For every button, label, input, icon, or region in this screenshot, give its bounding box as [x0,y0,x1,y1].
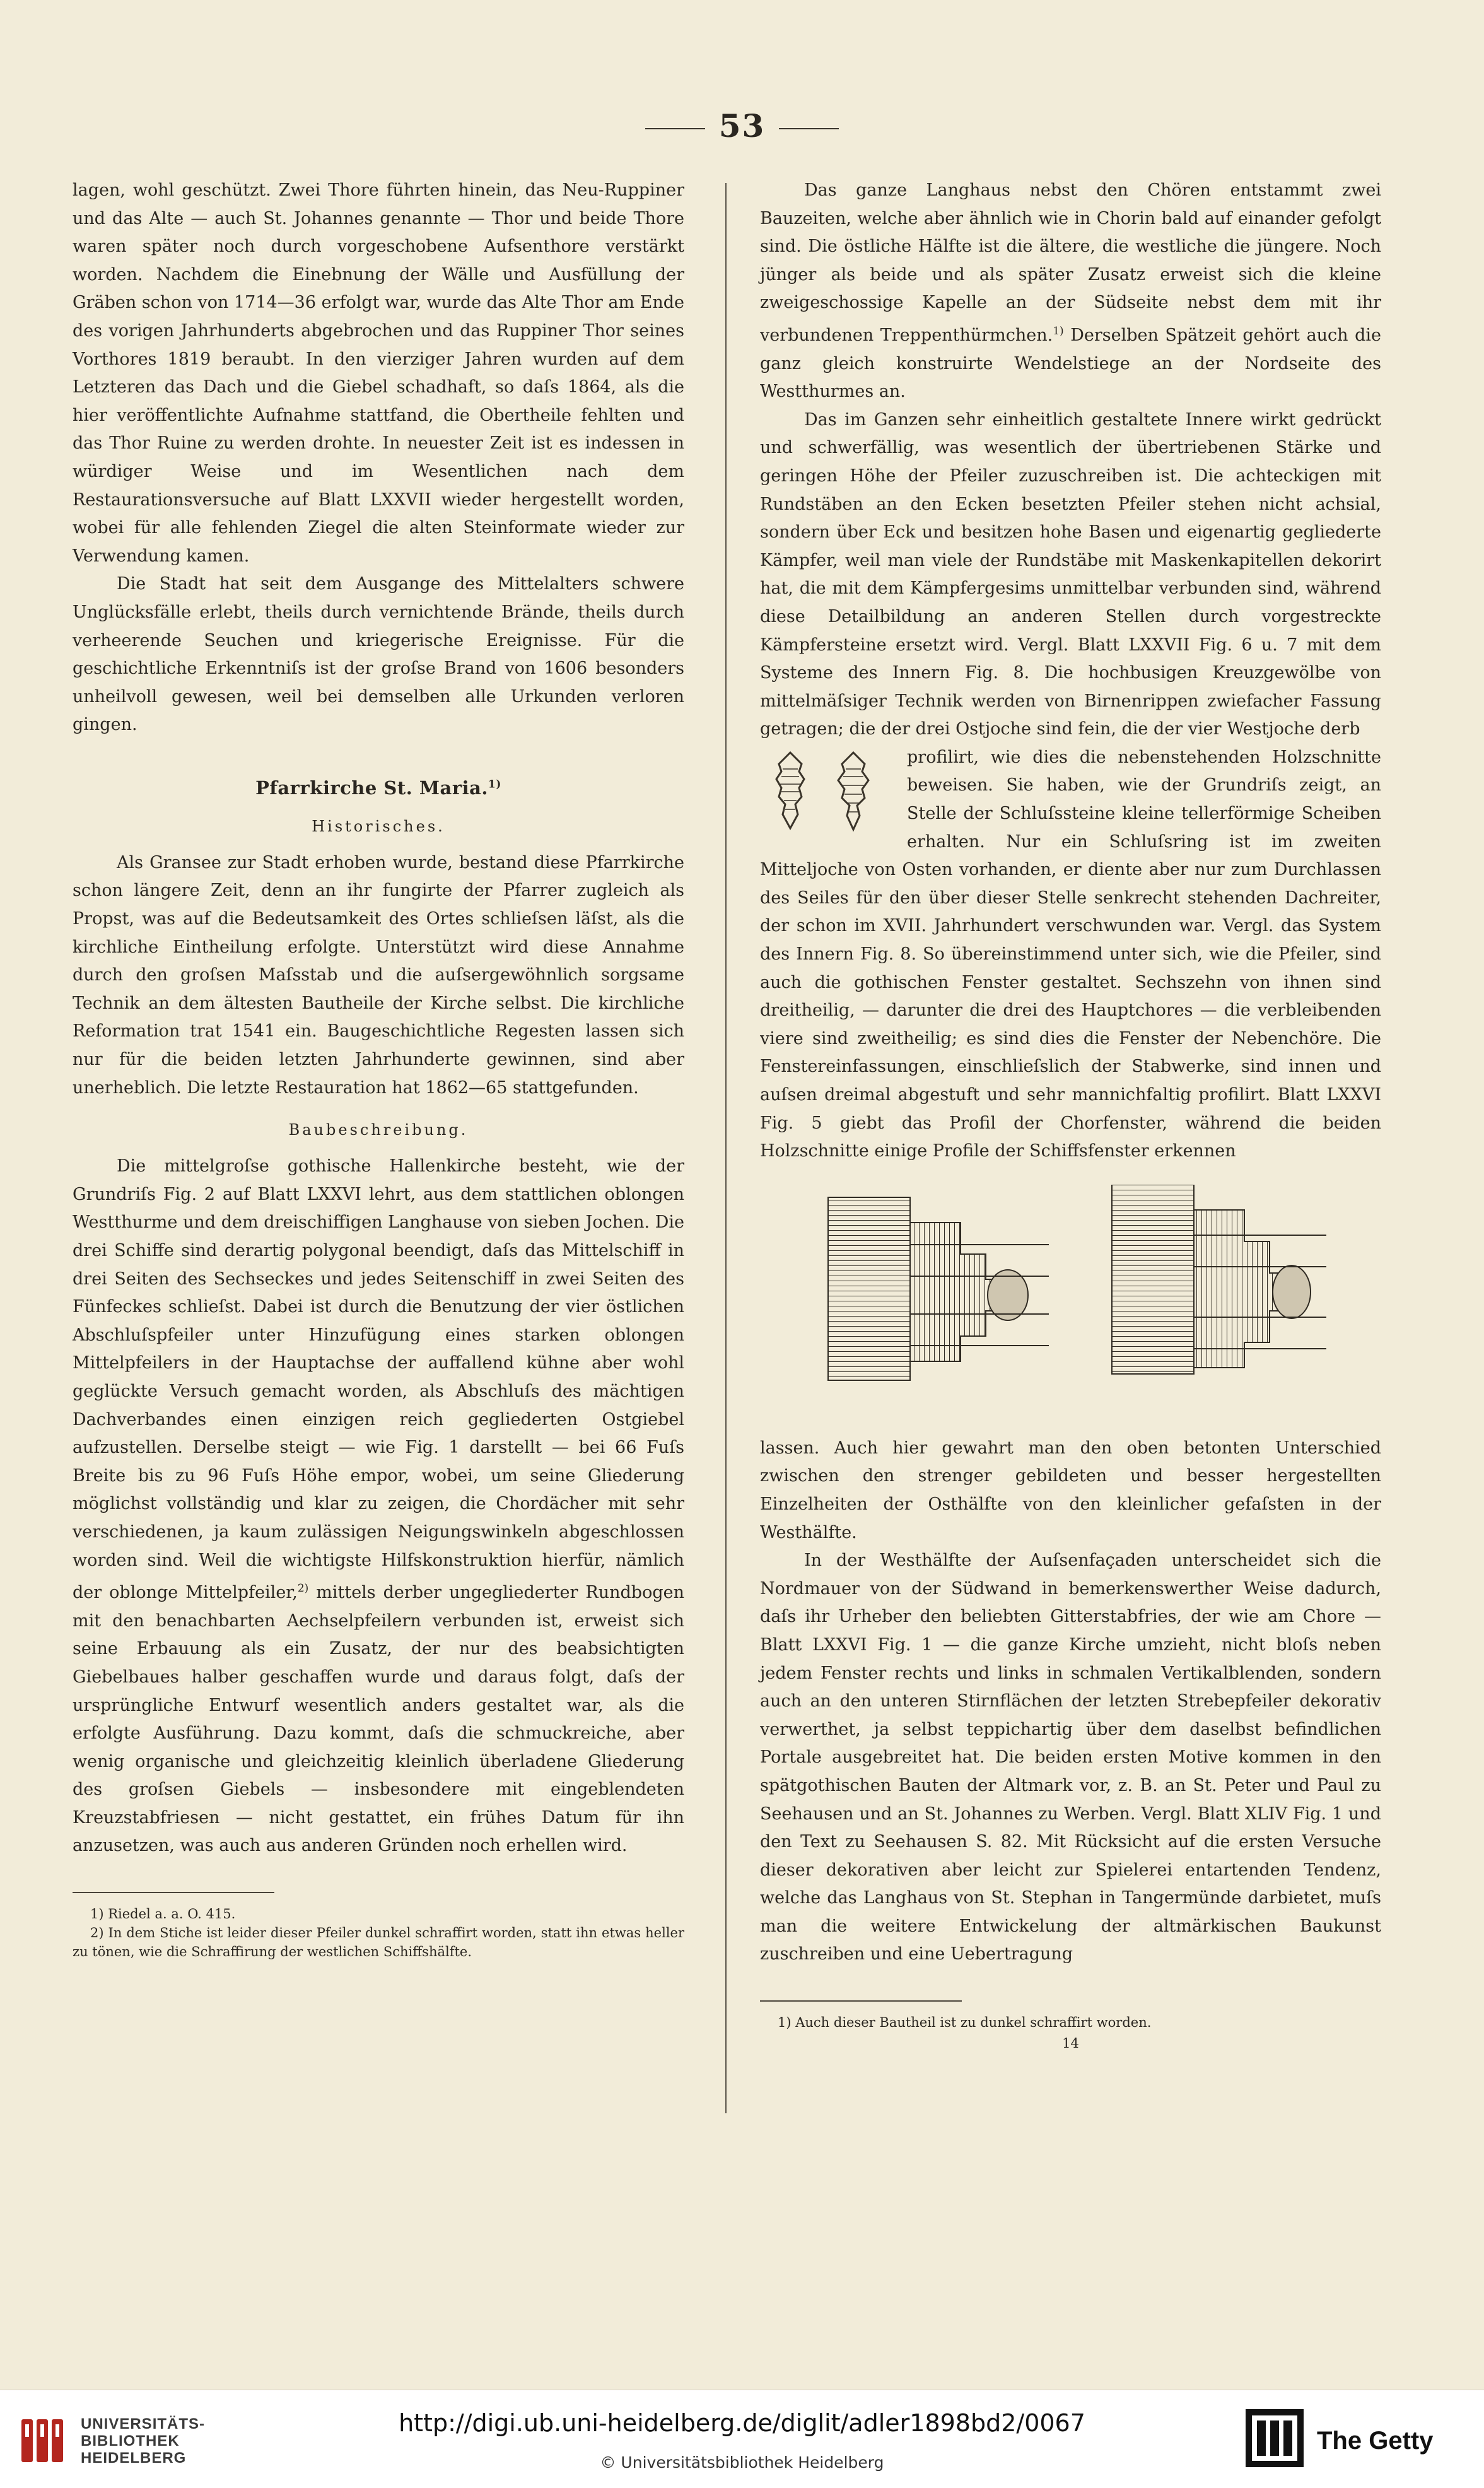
building-paragraph-footnote-mark: 2) [297,1582,309,1595]
right-footnotes [760,2013,1381,2032]
left-footnotes [73,1904,684,1961]
copyright-notice: © Universitätsbibliothek Heidelberg [600,2453,884,2472]
right-paragraph-1-footnote-mark: 1) [1053,324,1064,337]
institution-line-1: UNIVERSITÄTS- [81,2415,206,2432]
signature-number: 14 [1062,2036,1079,2051]
right-paragraph-2a: Das im Ganzen sehr einheitlich gestaltete Innere wirkt gedrückt und schwerfällig, was wesentlich der übertriebenen Stärke und geringen Höhe der Pfeiler zuzuschreiben ist. Die achteckigen mit Rundstäben an den Ecken besetzten Pfeiler stehen nicht achsial, sondern über Eck und besitzen hohe Basen und eigenartig gegliederte Kämpfer, weil man viele der Rundstäbe mit Maskenkapitellen dekorirt hat, die mit dem Kämpfergesims unmittelbar verbunden sind, während diese Detailbildung an anderen Stellen durch vorgestreckte Kämpfersteine ersetzt wird. Vergl. Blatt LXXVII Fig. 6 u. 7 mit dem Systeme des Innern Fig. 8. Die hochbusigen Kreuzgewölbe von mittelmäſsiger Technik werden von Birnenrippen zwiefacher Fassung getragen; die der drei Ostjoche sind fein, die der vier Westjoche derb [760,409,1381,739]
subheading-historic: Historisches. [312,817,445,835]
historic-paragraph: Als Gransee zur Stadt erhoben wurde, bestand diese Pfarrkirche schon längere Zeit, denn an ihr fungirte der Pfarrer zugleich als Propst, was auf die Bedeutsamkeit des Ortes schlieſsen läſst, als die kirchliche Eintheilung erfolgte. Unterstützt wird diese Annahme durch den groſsen Maſsstab und die auſsergewöhnlich sorgsame Technik an dem ältesten Bautheile der Kirche selbst. Die kirchliche Reformation trat 1541 ein. Baugeschichtliche Regesten lassen sich nur für die beiden letzten Jahrhunderte gewinnen, sind aber unerheblich. Die letzte Restauration hat 1862—65 stattgefunden. [73,852,684,1098]
building-paragraph [73,1153,684,1860]
section-heading [73,777,684,799]
rib-profile-woodcut [760,746,896,838]
page-number-text: 53 [718,107,766,144]
building-paragraph-part-a: Die mittelgroſse gothische Hallenkirche besteht, wie der Grundriſs Fig. 2 auf Blatt LXXVI lehrt, aus dem stattlichen oblongen Westthurme und dem dreischiffigen Langhause von sieben Jochen. Die drei Schiffe sind derartig polygonal beendigt, daſs das Mittelschiff in drei Seiten des Sechseckes und jedes Seitenschiff in zwei Seiten des Fünfeckes schlieſst. Dabei ist durch die Benutzung der vier östlichen Abschluſspfeiler unter Hinzufügung eines starken oblongen Mittelpfeilers in der Hauptachse der auffallend kühne aber wohl geglückte Versuch gemacht worden, als Abschluſs des mächtigen Dachverbandes einen einzigen reich gegliederten Ostgiebel aufzustellen. Derselbe steigt — wie Fig. 1 darstellt — bei 66 Fuſs Breite bis zu 96 Fuſs Höhe empor, wobei, um seine Gliederung möglichst vollständig und klar zu zeigen, die Chordächer mit sehr verschiedenen, ja kaum zulässigen Neigungswinkeln abgeschlossen worden sind. Weil die wichtigste Hilfskonstruktion hierfür, nämlich der oblonge Mittelpfeiler, [73,1156,684,1603]
column-divider [725,183,727,2113]
building-paragraph-part-b: mittels derber ungegliederter Rundbogen mit den benachbarten Aechselpfeilern verbunden ist, erweist sich seine Erbauung als ein Zusatz, der nur des beabsichtigten Giebelbaues halber geschaffen wurde und daraus folgt, daſs der ursprüngliche Entwurf wesentlich anders gestaltet war, als die erfolgte Ausführung. Dazu kommt, daſs die schmuckreiche, aber wenig organische und gleichzeitig kleinlich überladene Gliederung des groſsen Giebels — insbesondere mit eingeblendeten Kreuzstabfriesen — nicht gestattet, ein frühes Datum für ihn anzusetzen, was auch aus anderen Gründen noch erhellen wird. [73,1583,684,1856]
right-paragraph-2b: profilirt, wie dies die nebenstehenden Holzschnitte beweisen. Sie haben, wie der Grundriſs zeigt, an Stelle der Schluſssteine kleine tellerförmige Scheiben erhalten. Nur ein Schluſsring ist im zweiten Mitteljoche von Osten vorhanden, er diente aber nur zum Durchlassen des Seiles für den über dieser Stelle senkrecht stehenden Dachreiter, der schon im XVII. Jahrhundert verschwunden war. Vergl. das System des Innern Fig. 8. So übereinstimmend unter sich, wie die Pfeiler, sind auch die gothischen Fenster gestaltet. Sechszehn von ihnen sind dreitheilig, — darunter die drei des Hauptchores — die verbleibenden viere sind zweitheilig; es sind dies die Fenster der Nebenchöre. Die Fenstereinfassungen, einschlieſslich der Stabwerke, sind innen und auſsen dreimal abgestuft und sehr mannichfaltig profilirt. Blatt LXXVI Fig. 5 giebt das Profil der Chorfenster, während die beiden Holzschnitte einige Profile der Schiffsfenster erkennen [760,747,1381,1161]
page-number [0,107,1484,144]
window-profile-left [828,1197,1049,1380]
right-paragraph-4: In der Westhälfte der Auſsenfaçaden unterscheidet sich die Nordmauer von der Südwand in bemerkenswerther Weise dadurch, daſs ihr Urheber den beliebten Gitterstabfries, der wie am Chore — Blatt LXXVI Fig. 1 — die ganze Kirche umzieht, nicht bloſs neben jedem Fenster rechts und links in schmalen Vertikalblenden, sondern auch an den unteren Stirnflächen der letzten Strebepfeiler dekorativ verwerthet, ja selbst teppichartig über dem daselbst befindlichen Portale ausgebreitet hat. Die beiden ersten Motive kommen in den spätgothischen Bauten der Altmark vor, z. B. an St. Peter und Paul zu Seehausen und an St. Johannes zu Werben. Vergl. Blatt XLIV Fig. 1 und den Text zu Seehausen S. 82. Mit Rücksicht auf die ersten Versuche dieser dekorativen aber leicht zur Spielerei entartenden Tendenz, welche das Langhaus von St. Stephan in Tangermünde darbietet, muſs man die weitere Entwickelung der altmärkischen Baukunst zuschreiben und eine Uebertragung [760,1551,1381,1964]
page-number-rule-right [779,128,839,129]
section-heading-text: Pfarrkirche St. Maria. [255,777,489,799]
left-column [73,177,684,1961]
getty-logo-icon [1246,2409,1304,2467]
page-number-rule-left [645,128,705,129]
right-paragraph-1-part-b: Derselben Spätzeit gehört auch die ganz gleich konstruirte Wendelstiege an der Nordseite des Westthurmes an. [760,325,1382,402]
right-footnote-rule [760,2000,962,2002]
left-footnote-2: 2) In dem Stiche ist leider dieser Pfeiler dunkel schraffirt worden, statt ihn etwas heller zu tönen, wie die Schraffirung der westlichen Schiffshälfte. [73,1925,684,1960]
institution-line-3: HEIDELBERG [81,2450,187,2467]
subheading-building: Baubeschreibung. [288,1121,469,1139]
permalink-url[interactable]: http://digi.ub.uni-heidelberg.de/diglit/adler1898bd2/0067 [399,2409,1085,2437]
left-paragraph-2: Die Stadt hat seit dem Ausgange des Mittelalters schwere Unglücksfälle erlebt, theils durch vernichtende Brände, theils durch verheerende Seuchen und kriegerische Ereignisse. Für die geschichtliche Erkenntniſs ist der groſse Brand von 1606 besonders unheilvoll gewesen, weil bei demselben alle Urkunden verloren gingen. [73,574,684,735]
right-footnote-1: 1) Auch dieser Bautheil ist zu dunkel schraffirt worden. [778,2015,1152,2031]
footer-band [0,2390,1484,2488]
window-profiles-figure [778,1185,1364,1412]
right-paragraph-3: lassen. Auch hier gewahrt man den oben betonten Unterschied zwischen den strenger gebildeten und besser hergestellten Einzelheiten der Osthälfte von den kleinlicher gefaſsten in der Westhälfte. [760,1438,1381,1542]
institution-line-2: BIBLIOTHEK [81,2432,180,2450]
right-paragraph-1-part-a: Das ganze Langhaus nebst den Chören entstammt zwei Bauzeiten, welche aber ähnlich wie in Chorin bald auf einander gefolgt sind. Die östliche Hälfte ist die ältere, die westliche die jüngere. Noch jünger als beide und als später Zusatz erweist sich die kleine zweigeschossige Kapelle an der Südseite nebst dem mit ihr verbundenen Treppenthürmchen. [760,180,1381,345]
section-heading-footnote-mark: 1) [488,778,501,791]
left-paragraph-1: lagen, wohl geschützt. Zwei Thore führten hinein, das Neu-Ruppiner und das Alte — auch St. Johannes genannte — Thor und beide Thore waren später noch durch vorgeschobene Aufsenthore verstärkt worden. Nachdem die Einebnung der Wälle und Ausfüllung der Gräben schon von 1714—36 erfolgt war, wurde das Alte Thor am Ende des vorigen Jahrhunderts abgebrochen und das Ruppiner Thor seines Vorthores 1819 beraubt. In den vierziger Jahren wurden auf dem Letzteren das Dach und die Giebel schadhaft, so daſs 1864, als die hier veröffentlichte Aufnahme stattfand, die Obertheile fehlten und das Thor Ruine zu werden drohte. In neuester Zeit ist es indessen in würdiger Weise und im Wesentlichen nach dem Restaurationsversuche auf Blatt LXXVII wieder hergestellt worden, wobei für alle fehlenden Ziegel die alten Steinformate wieder zur Verwendung kamen. [73,180,684,566]
window-profile-right [1112,1185,1326,1374]
left-footnote-rule [73,1892,274,1893]
right-column [760,177,1381,2051]
left-footnote-1: 1) Riedel a. a. O. 415. [90,1906,236,1922]
partner-name: The Getty [1317,2427,1434,2455]
right-paragraph-1 [760,177,1381,406]
